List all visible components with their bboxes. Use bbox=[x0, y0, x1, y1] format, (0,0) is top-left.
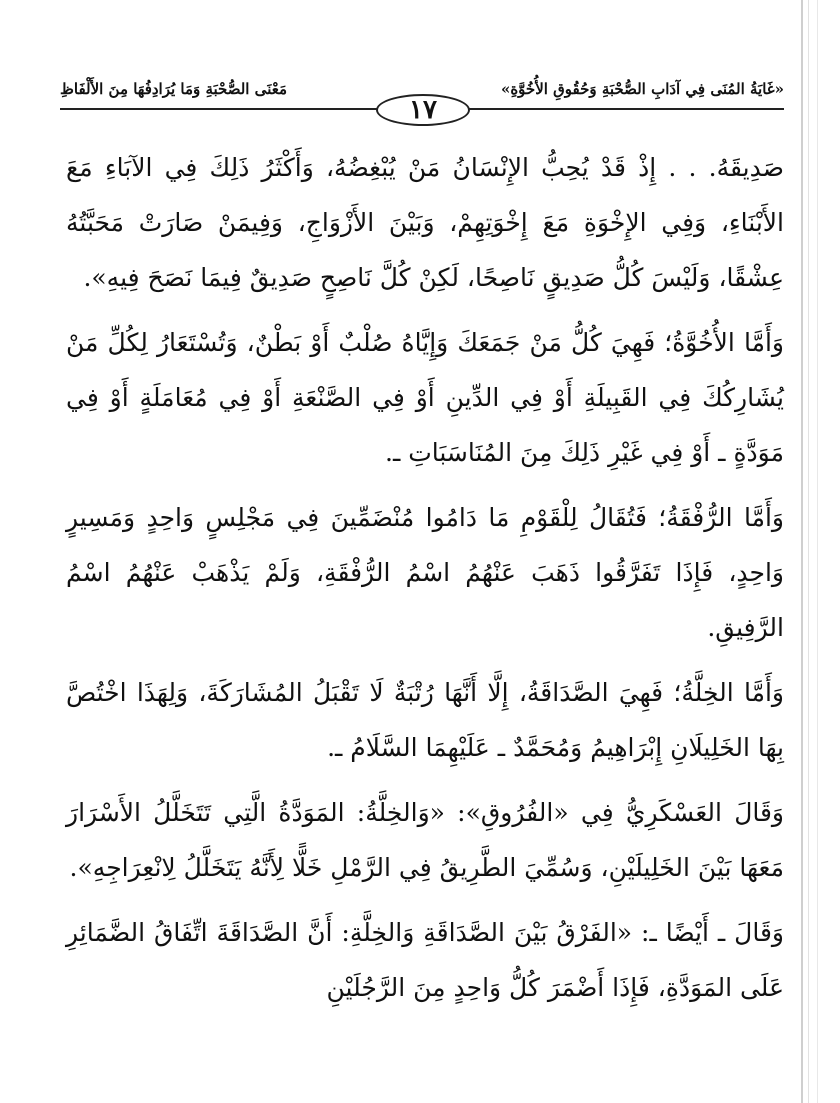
header-rule-right bbox=[468, 108, 784, 110]
page-number: ١٧ bbox=[409, 95, 437, 125]
paragraph: وَأَمَّا الخِلَّةُ؛ فَهِيَ الصَّدَاقَةُ، إِلَّا أَنَّهَا رُتْبَةٌ لَا تَقْبَلُ المُشَارَكَةَ، وَلِهَذَا اخْتُصَّ بِهَا الخَلِيلَانِ إِبْرَاهِيمُ وَمُحَمَّدٌ ـ عَلَيْهِمَا السَّلَامُ ـ. bbox=[66, 678, 784, 762]
header-rule-left bbox=[60, 108, 378, 110]
scan-edge-line bbox=[817, 0, 818, 1103]
chapter-title: مَعْنَى الصُّحْبَةِ وَمَا يُرَادِفُهَا مِنَ الأَلْفَاظِ bbox=[60, 80, 287, 98]
page-number-badge bbox=[376, 94, 470, 126]
scan-edge-line bbox=[808, 0, 809, 1103]
paragraph: وَأَمَّا الأُخُوَّةُ؛ فَهِيَ كُلُّ مَنْ جَمَعَكَ وَإِيَّاهُ صُلْبٌ أَوْ بَطْنٌ، وَتُسْتَعَارُ لِكُلِّ مَنْ يُشَارِكُكَ فِي القَبِيلَةِ أَوْ فِي الدِّينِ أَوْ فِي الصَّنْعَةِ أَوْ فِي مُعَامَلَةٍ أَوْ فِي مَوَدَّةٍ ـ أَوْ فِي غَيْرِ ذَلِكَ مِنَ المُنَاسَبَاتِ ـ. bbox=[66, 328, 784, 467]
paragraph: صَدِيقَهُ. . . إِذْ قَدْ يُحِبُّ الإِنْسَانُ مَنْ يُبْغِضُهُ، وَأَكْثَرُ ذَلِكَ فِي الآبَاءِ مَعَ الأَبْنَاءِ، وَفِي الإِخْوَةِ مَعَ إِخْوَتِهِمْ، وَبَيْنَ الأَزْوَاجِ، وَفِيمَنْ صَارَتْ مَحَبَّتُهُ عِشْقًا، وَلَيْسَ كُلُّ صَدِيقٍ نَاصِحًا، لَكِنْ كُلَّ نَاصِحٍ صَدِيقٌ فِيمَا نَصَحَ فِيهِ». bbox=[66, 153, 784, 292]
page-body bbox=[66, 140, 784, 1025]
scan-edge-line bbox=[801, 0, 803, 1103]
paragraph: وَقَالَ العَسْكَرِيُّ فِي «الفُرُوقِ»: «وَالخِلَّةُ: المَوَدَّةُ الَّتِي تَتَخَلَّلُ الأَسْرَارَ مَعَهَا بَيْنَ الخَلِيلَيْنِ، وَسُمِّيَ الطَّرِيقُ فِي الرَّمْلِ خَلًّا لِأَنَّهُ يَتَخَلَّلُ لِانْعِرَاجِهِ». bbox=[66, 798, 784, 882]
book-title: «غَايَةُ المُنَى فِي آدَابِ الصُّحْبَةِ وَحُقُوقِ الأُخُوَّةِ» bbox=[500, 80, 784, 98]
paragraph: وَأَمَّا الرُّفْقَةُ؛ فَتُقَالُ لِلْقَوْمِ مَا دَامُوا مُنْضَمِّينَ فِي مَجْلِسٍ وَاحِدٍ وَمَسِيرٍ وَاحِدٍ، فَإِذَا تَفَرَّقُوا ذَهَبَ عَنْهُمُ اسْمُ الرُّفْقَةِ، وَلَمْ يَذْهَبْ عَنْهُمُ اسْمُ الرَّفِيقِ. bbox=[66, 503, 784, 642]
paragraph: وَقَالَ ـ أَيْضًا ـ: «الفَرْقُ بَيْنَ الصَّدَاقَةِ وَالخِلَّةِ: أَنَّ الصَّدَاقَةَ اتِّفَاقُ الضَّمَائِرِ عَلَى المَوَدَّةِ، فَإِذَا أَضْمَرَ كُلُّ وَاحِدٍ مِنَ الرَّجُلَيْنِ bbox=[66, 918, 784, 1002]
